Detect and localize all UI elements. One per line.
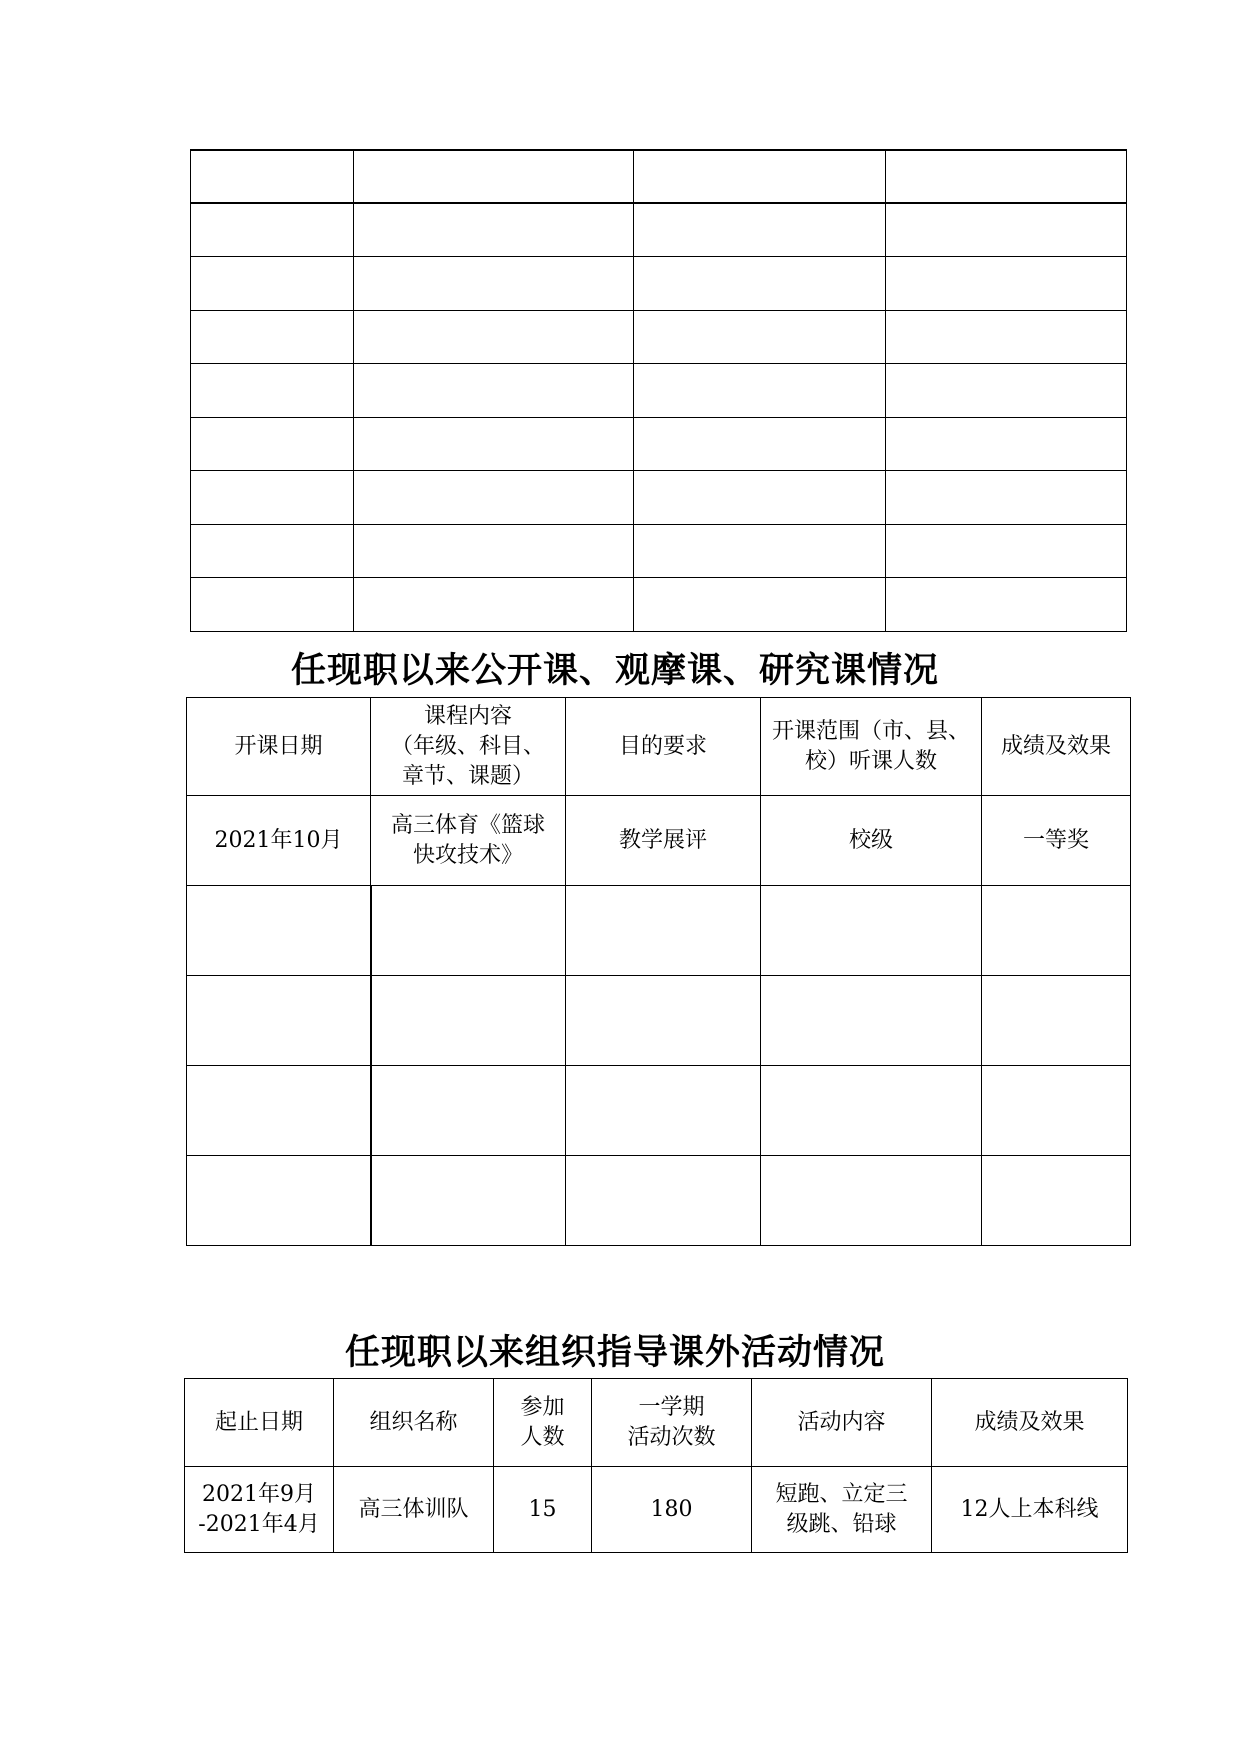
cell-text-line: 章节、课题）: [401, 763, 534, 789]
cell-text-line: 校级: [848, 827, 893, 853]
table-cell: [566, 1156, 761, 1246]
table-cell: [634, 150, 886, 203]
cell-text-line: 高三体育《篮球: [390, 812, 545, 838]
cell-text-line: 一等奖: [1022, 827, 1089, 853]
cell-text-line: （年级、科目、: [390, 733, 545, 759]
cell-text-line: 参加: [520, 1394, 565, 1420]
cell-text-line: 开课范围（市、县、: [771, 718, 970, 744]
table-cell: [982, 1066, 1131, 1156]
table-cell: [185, 1467, 334, 1553]
table-cell: [886, 150, 1127, 203]
table-row: [187, 1066, 1131, 1156]
table-cell: [191, 364, 354, 418]
cell-text-line: 180: [650, 1496, 693, 1522]
table-header-row: [187, 698, 1131, 796]
table-cell: [354, 524, 634, 578]
table-row: [187, 1156, 1131, 1246]
table-cell: [761, 886, 982, 976]
table-row: [191, 364, 1127, 418]
table-cell: [634, 257, 886, 311]
cell-text-line: 校）听课人数: [804, 748, 937, 774]
table-row: [191, 471, 1127, 525]
table-cell: [752, 1467, 932, 1553]
table-cell: [592, 1467, 752, 1553]
column-header: [566, 698, 761, 796]
table-cell: [191, 471, 354, 525]
table-row: [191, 310, 1127, 364]
column-header: [334, 1379, 494, 1467]
table-cell: [982, 1156, 1131, 1246]
cell-text-line: 开课日期: [234, 733, 323, 759]
table-cell: [761, 1156, 982, 1246]
table-cell: [886, 578, 1127, 632]
table-cell: [354, 203, 634, 257]
table-cell: [334, 1467, 494, 1553]
table-cell: [886, 257, 1127, 311]
cell-text-line: 成绩及效果: [974, 1409, 1085, 1435]
table-cell: [634, 364, 886, 418]
cell-text-line: 组织名称: [369, 1409, 458, 1435]
cell-text-line: 快攻技术》: [412, 842, 523, 868]
table-cell: [886, 417, 1127, 471]
public-lessons-title: 任现职以来公开课、观摩课、研究课情况: [290, 650, 939, 691]
cell-text-line: 高三体训队: [358, 1496, 469, 1522]
column-header: [187, 698, 371, 796]
table-cell: [566, 796, 761, 886]
table-cell: [634, 417, 886, 471]
column-header: [185, 1379, 334, 1467]
cell-text-line: 15: [528, 1496, 557, 1522]
cell-text-line: 2021年10月: [214, 827, 343, 853]
table-cell: [191, 310, 354, 364]
table-cell: [982, 886, 1131, 976]
cell-text-line: 12人上本科线: [960, 1496, 1099, 1522]
cell-text-line: -2021年4月: [198, 1511, 320, 1537]
column-header: [494, 1379, 592, 1467]
table-row: [191, 524, 1127, 578]
table-cell: [886, 524, 1127, 578]
cell-text-line: 一学期: [638, 1394, 705, 1420]
table-cell: [634, 471, 886, 525]
table-cell: [354, 471, 634, 525]
table-cell: [354, 150, 634, 203]
cell-text-line: 目的要求: [618, 733, 707, 759]
table-cell: [354, 310, 634, 364]
table-cell: [761, 976, 982, 1066]
column-header: [932, 1379, 1128, 1467]
table-cell: [187, 886, 371, 976]
table-cell: [187, 976, 371, 1066]
table-cell: [191, 524, 354, 578]
top-empty-table: [190, 149, 1127, 632]
cell-text-line: 2021年9月: [202, 1481, 316, 1507]
table-cell: [982, 796, 1131, 886]
column-header: [752, 1379, 932, 1467]
column-header: [982, 698, 1131, 796]
table-cell: [886, 471, 1127, 525]
table-row: [187, 976, 1131, 1066]
table-cell: [354, 417, 634, 471]
table-cell: [886, 203, 1127, 257]
table-cell: [886, 310, 1127, 364]
cell-text-line: 活动内容: [797, 1409, 886, 1435]
table-cell: [371, 1066, 566, 1156]
table-cell: [634, 310, 886, 364]
table-row: [187, 886, 1131, 976]
column-header: [592, 1379, 752, 1467]
table-cell: [932, 1467, 1128, 1553]
public-lessons-table: [186, 697, 1131, 1246]
cell-text-line: 短跑、立定三: [775, 1481, 908, 1507]
cell-text-line: 级跳、铅球: [786, 1511, 897, 1537]
table-cell: [187, 1156, 371, 1246]
table-cell: [371, 1156, 566, 1246]
table-cell: [187, 1066, 371, 1156]
table-cell: [191, 417, 354, 471]
table-cell: [354, 364, 634, 418]
table-row: [191, 578, 1127, 632]
table-cell: [371, 976, 566, 1066]
table-cell: [191, 578, 354, 632]
table-cell: [354, 257, 634, 311]
table-cell: [191, 150, 354, 203]
table-cell: [371, 886, 566, 976]
activities-title: 任现职以来组织指导课外活动情况: [344, 1332, 885, 1373]
cell-text-line: 活动次数: [627, 1424, 716, 1450]
table-cell: [494, 1467, 592, 1553]
cell-text-line: 人数: [520, 1424, 565, 1450]
table-row: [187, 796, 1131, 886]
table-row: [191, 257, 1127, 311]
table-cell: [191, 203, 354, 257]
activities-table: [184, 1378, 1128, 1553]
table-cell: [761, 1066, 982, 1156]
table-header-row: [185, 1379, 1128, 1467]
column-header: [371, 698, 566, 796]
table-row: [185, 1467, 1128, 1553]
cell-text-line: 成绩及效果: [1000, 733, 1111, 759]
table-cell: [634, 203, 886, 257]
table-row: [191, 150, 1127, 203]
table-cell: [566, 886, 761, 976]
table-cell: [634, 524, 886, 578]
table-cell: [566, 1066, 761, 1156]
table-row: [191, 203, 1127, 257]
table-cell: [982, 976, 1131, 1066]
table-cell: [371, 796, 566, 886]
table-cell: [761, 796, 982, 886]
table-cell: [634, 578, 886, 632]
table-cell: [191, 257, 354, 311]
cell-text-line: 起止日期: [214, 1409, 303, 1435]
table-cell: [354, 578, 634, 632]
cell-text-line: 课程内容: [423, 703, 512, 729]
table-row: [191, 417, 1127, 471]
column-header: [761, 698, 982, 796]
table-cell: [886, 364, 1127, 418]
cell-text-line: 教学展评: [618, 827, 707, 853]
table-cell: [187, 796, 371, 886]
table-cell: [566, 976, 761, 1066]
